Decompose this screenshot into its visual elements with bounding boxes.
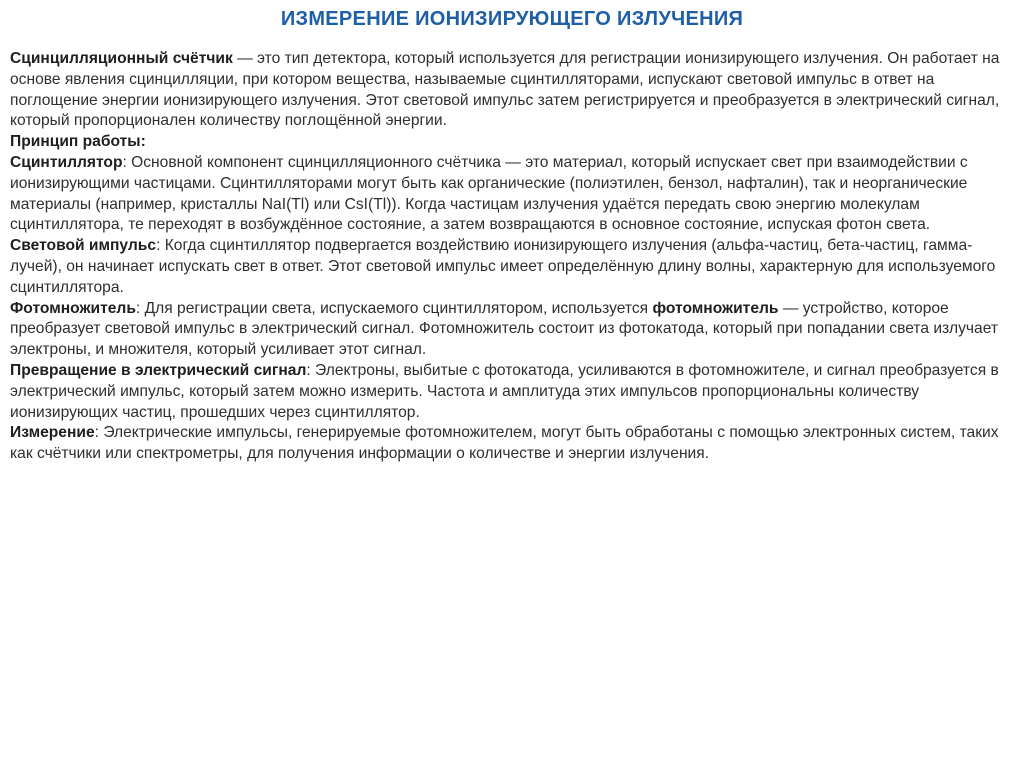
section-text: : Основной компонент сцинцилляционного счётчика — это материал, который испускает свет при взаимодействии с ионизирующими частицами. Сцинтилляторами могут быть как органические (полиэтилен, бензол, нафталин), так и неорганические материалы (например, кристаллы NaI(Tl) или CsI(Tl)). Когда частицам излучения удаётся передать свою энергию молекулам сцинтиллятора, те переходят в возбуждённое состояние, а затем возвращаются в основное состояние, испуская фотон света. [10,153,968,234]
intro-text: — это тип детектора, который используется для регистрации ионизирующего излучения. Он работает на основе явления сцинцилляции, при котором вещества, называемые сцинтилляторами, испускают световой импульс в ответ на поглощение энергии ионизирующего излучения. Этот световой импульс затем регистрируется и преобразуется в электрический сигнал, который пропорционален количеству поглощённой энергии. [10,50,1000,130]
intro-paragraph [10,49,1015,132]
slide-body [10,49,1015,465]
section-term: Превращение в электрический сигнал [10,361,307,379]
section-measurement [10,423,1015,465]
section-term: Измерение [10,424,95,442]
section-term: Фотомножитель [10,299,136,317]
section-photomultiplier [10,299,1015,361]
section-text: — устройство, которое преобразует световой импульс в электрический сигнал. Фотомножитель состоит из фотокатода, который при попадании света излучает электроны, и множителя, который усиливает этот сигнал. [10,299,999,359]
section-text: : Когда сцинтиллятор подвергается воздействию ионизирующего излучения (альфа-частиц, бета-частиц, гамма-лучей), он начинает испускать свет в ответ. Этот световой импульс имеет определённую длину волны, характерную для используемого сцинтиллятора. [10,237,996,296]
page-title: ИЗМЕРЕНИЕ ИОНИЗИРУЮЩЕГО ИЗЛУЧЕНИЯ [280,8,744,30]
section-term: Световой импульс [10,237,157,255]
section-text: : Электрические импульсы, генерируемые фотомножителем, могут быть обработаны с помощью электронных систем, таких как счётчики или спектрометры, для получения информации о количестве и энергии излучения. [10,424,999,463]
section-term: Сцинтиллятор [10,153,123,171]
section-scintillator [10,153,1015,236]
section-light-pulse [10,236,1015,298]
intro-term: Сцинцилляционный счётчик [10,50,233,67]
section-conversion [10,361,1015,423]
principle-heading: Принцип работы: [10,133,146,151]
section-text-before: : Для регистрации света, испускаемого сцинтиллятором, используется [135,299,653,317]
section-inline-term: фотомножитель [652,299,779,317]
section-text: : Электроны, выбитые с фотокатода, усиливаются в фотомножителе, и сигнал преобразуется в электрический импульс, который затем можно измерить. Частота и амплитуда этих импульсов пропорциональны количеству ионизирующих частиц, прошедших через сцинтиллятор. [10,361,999,421]
